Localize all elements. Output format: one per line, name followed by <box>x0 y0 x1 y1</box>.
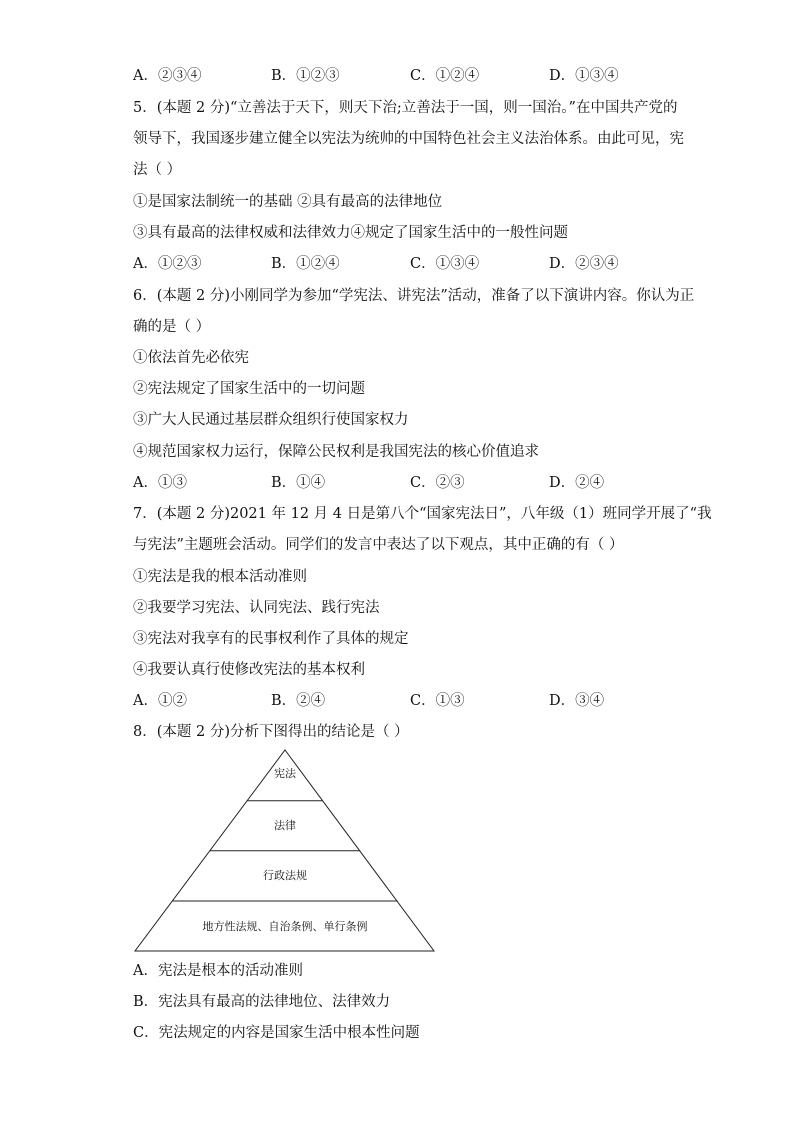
q7-statement-1: ①宪法是我的根本活动准则 <box>133 569 307 585</box>
q6-stem-line-2: 确的是（ ） <box>133 319 211 335</box>
q6-option-d: D．②④ <box>549 475 605 491</box>
q5-option-a: A．①②③ <box>133 256 202 272</box>
q5-stem-line-1: 5．(本题 2 分)“立善法于天下，则天下治;立善法于一国，则一国治。”在中国共产党的 <box>133 100 678 116</box>
q4-option-a: A．②③④ <box>133 68 202 84</box>
q7-statement-4: ④我要认真行使修改宪法的基本权利 <box>133 662 365 678</box>
q5-option-b: B．①②④ <box>271 256 340 272</box>
q5-option-c: C．①③④ <box>410 256 480 272</box>
legal-hierarchy-pyramid <box>130 745 440 953</box>
q6-statement-2: ②宪法规定了国家生活中的一切问题 <box>133 381 365 397</box>
q7-option-a: A．①② <box>133 693 187 709</box>
q5-options <box>133 254 693 274</box>
q7-statement-3: ③宪法对我享有的民事权利作了具体的规定 <box>133 631 409 647</box>
q5-statement-2: ③具有最高的法律权威和法律效力④规定了国家生活中的一般性问题 <box>133 225 568 241</box>
pyramid-level-1: 宪法 <box>274 767 296 780</box>
q8-stem: 8．(本题 2 分)分析下图得出的结论是（ ） <box>133 724 409 740</box>
q5-option-d: D．②③④ <box>549 256 619 272</box>
q7-stem-line-1: 7．(本题 2 分)2021 年 12 月 4 日是第八个“国家宪法日”，八年级（1）班同学开展了“我 <box>133 506 712 522</box>
pyramid-level-4: 地方性法规、自治条例、单行条例 <box>202 920 368 933</box>
q6-statement-4: ④规范国家权力运行，保障公民权利是我国宪法的核心价值追求 <box>133 444 539 460</box>
q6-option-a: A．①③ <box>133 475 187 491</box>
q6-options <box>133 473 693 493</box>
q7-option-d: D．③④ <box>549 693 605 709</box>
pyramid-level-3: 行政法规 <box>263 869 307 882</box>
q6-option-c: C．②③ <box>410 475 465 491</box>
q7-stem-line-2: 与宪法”主题班会活动。同学们的发言中表达了以下观点，其中正确的有（ ） <box>133 537 624 553</box>
q7-option-c: C．①③ <box>410 693 465 709</box>
q6-stem-line-1: 6．(本题 2 分)小刚同学为参加“学宪法、讲宪法”活动，准备了以下演讲内容。你认为正 <box>133 288 695 304</box>
q8-option-a: A．宪法是根本的活动准则 <box>133 963 303 979</box>
q7-options <box>133 691 693 711</box>
q5-stem-line-3: 法（ ） <box>133 162 182 178</box>
q5-statement-1: ①是国家法制统一的基础 ②具有最高的法律地位 <box>133 194 443 210</box>
q6-statement-3: ③广大人民通过基层群众组织行使国家权力 <box>133 412 409 428</box>
q6-option-b: B．①④ <box>271 475 326 491</box>
q6-statement-1: ①依法首先必依宪 <box>133 350 249 366</box>
q4-option-c: C．①②④ <box>410 68 480 84</box>
q4-option-d: D．①③④ <box>549 68 619 84</box>
q7-option-b: B．②④ <box>271 693 326 709</box>
q8-option-b: B．宪法具有最高的法律地位、法律效力 <box>133 994 391 1010</box>
pyramid-level-2: 法律 <box>274 819 296 832</box>
q5-stem-line-2: 领导下，我国逐步建立健全以宪法为统帅的中国特色社会主义法治体系。由此可见，宪 <box>133 131 684 147</box>
q8-option-c: C．宪法规定的内容是国家生活中根本性问题 <box>133 1025 420 1041</box>
q4-option-b: B．①②③ <box>271 68 340 84</box>
q7-statement-2: ②我要学习宪法、认同宪法、践行宪法 <box>133 600 380 616</box>
q4-options <box>133 66 693 86</box>
